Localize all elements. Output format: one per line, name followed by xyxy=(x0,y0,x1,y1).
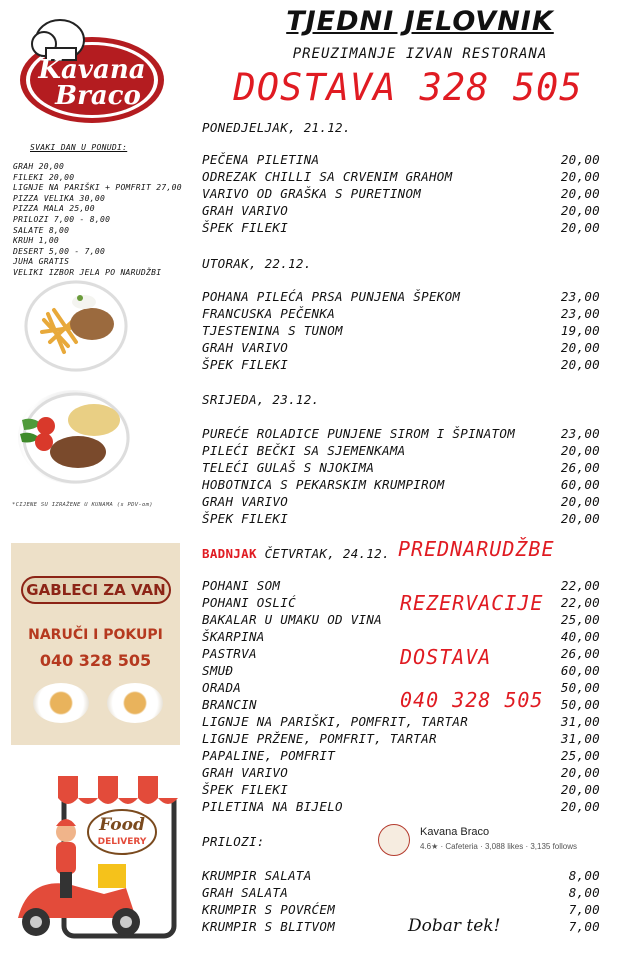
takeaway-ad-banner: GABLECI ZA VAN xyxy=(21,576,171,604)
item-name: ŠPEK FILEKI xyxy=(202,220,289,235)
item-name: POHANI OSLIĆ xyxy=(202,595,296,610)
item-price: 20,00 xyxy=(560,169,600,184)
menu-item xyxy=(202,152,600,169)
item-name: SMUĐ xyxy=(202,663,234,678)
menu-item xyxy=(202,799,600,816)
daily-offer-item: LIGNJE NA PARIŠKI + POMFRIT 27,00 xyxy=(13,183,182,193)
menu-item xyxy=(202,443,600,460)
item-price: 22,00 xyxy=(560,578,600,593)
item-name: PASTRVA xyxy=(202,646,257,661)
daily-offer-item: DESERT 5,00 - 7,00 xyxy=(13,246,106,256)
logo-line1: Kavana xyxy=(38,55,146,85)
menu-item xyxy=(202,782,600,799)
ad-dish-image xyxy=(33,683,89,723)
item-name: PUREĆE ROLADICE PUNJENE SIROM I ŠPINATOM xyxy=(202,426,516,441)
facebook-page-card[interactable] xyxy=(378,822,608,862)
item-price: 50,00 xyxy=(560,680,600,695)
item-price: 8,00 xyxy=(568,868,600,883)
menu-item xyxy=(202,186,600,203)
delivery-art-line2: DELIVERY xyxy=(97,837,147,847)
item-price: 20,00 xyxy=(560,782,600,797)
menu-item xyxy=(202,731,600,748)
item-name: ORADA xyxy=(202,680,242,695)
facebook-page-meta: 4.6★ · Cafeteria · 3,088 likes · 3,135 follows xyxy=(420,842,578,851)
daily-offer-item: PIZZA MALA 25,00 xyxy=(13,204,95,214)
daily-offer-item: PIZZA VELIKA 30,00 xyxy=(13,193,106,203)
takeaway-ad-phone[interactable]: 040 328 505 xyxy=(39,651,152,670)
menu-item xyxy=(202,748,600,765)
item-name: GRAH VARIVO xyxy=(202,494,289,509)
takeaway-ad-order: NARUČI I POKUPI xyxy=(28,627,163,643)
menu-item xyxy=(202,306,600,323)
item-price: 8,00 xyxy=(568,885,600,900)
item-name: PILETINA NA BIJELO xyxy=(202,799,343,814)
item-name: PAPALINE, POMFRIT xyxy=(202,748,336,763)
item-price: 19,00 xyxy=(560,323,600,338)
item-name: TELEĆI GULAŠ S NJOKIMA xyxy=(202,460,375,475)
menu-item xyxy=(202,460,600,477)
menu-item xyxy=(202,902,600,919)
item-name: POHANA PILEĆA PRSA PUNJENA ŠPEKOM xyxy=(202,289,461,304)
item-price: 20,00 xyxy=(560,357,600,372)
menu-item xyxy=(202,203,600,220)
item-price: 50,00 xyxy=(560,697,600,712)
item-name: POHANI SOM xyxy=(202,578,281,593)
item-name: KRUMPIR S BLITVOM xyxy=(202,919,336,934)
item-price: 25,00 xyxy=(560,612,600,627)
item-price: 20,00 xyxy=(560,494,600,509)
menu-item xyxy=(202,765,600,782)
day-heading-date: ČETVRTAK, 24.12. xyxy=(264,546,390,561)
item-price: 60,00 xyxy=(560,663,600,678)
takeaway-ad[interactable] xyxy=(11,543,180,745)
item-name: GRAH VARIVO xyxy=(202,765,289,780)
delivery-art-line1: Food xyxy=(99,815,145,835)
food-delivery-illustration xyxy=(8,768,188,940)
item-price: 60,00 xyxy=(560,477,600,492)
item-name: BAKALAR U UMAKU OD VINA xyxy=(202,612,382,627)
facebook-avatar xyxy=(378,824,410,856)
page-subtitle: PREUZIMANJE IZVAN RESTORANA xyxy=(292,46,548,62)
item-price: 31,00 xyxy=(560,714,600,729)
daily-offer-list xyxy=(13,162,182,279)
item-price: 7,00 xyxy=(568,902,600,917)
item-name: ŠPEK FILEKI xyxy=(202,357,289,372)
item-price: 22,00 xyxy=(560,595,600,610)
menu-item xyxy=(202,511,600,528)
item-price: 26,00 xyxy=(560,460,600,475)
item-price: 20,00 xyxy=(560,203,600,218)
menu-item xyxy=(202,323,600,340)
item-name: PILEĆI BEČKI SA SJEMENKAMA xyxy=(202,443,406,458)
item-name: KRUMPIR SALATA xyxy=(202,868,312,883)
item-price: 20,00 xyxy=(560,220,600,235)
item-name: ŠPEK FILEKI xyxy=(202,511,289,526)
item-price: 20,00 xyxy=(560,152,600,167)
badnjak-label: BADNJAK xyxy=(202,546,257,561)
item-price: 23,00 xyxy=(560,426,600,441)
item-price: 23,00 xyxy=(560,289,600,304)
daily-offer-item: KRUH 1,00 xyxy=(13,236,60,246)
item-price: 7,00 xyxy=(568,919,600,934)
item-name: HOBOTNICA S PEKARSKIM KRUMPIROM xyxy=(202,477,445,492)
item-name: GRAH VARIVO xyxy=(202,340,289,355)
menu-item xyxy=(202,289,600,306)
item-name: VARIVO OD GRAŠKA S PURETINOM xyxy=(202,186,422,201)
item-name: GRAH SALATA xyxy=(202,885,289,900)
day-heading: UTORAK, 22.12. xyxy=(202,256,312,271)
menu-item xyxy=(202,357,600,374)
item-name: KRUMPIR S POVRĆEM xyxy=(202,902,336,917)
item-price: 20,00 xyxy=(560,443,600,458)
price-note: *CIJENE SU IZRAŽENE U KUNAMA (s PDV-om) xyxy=(12,502,153,508)
item-price: 20,00 xyxy=(560,340,600,355)
menu-item xyxy=(202,220,600,237)
facebook-page-name: Kavana Braco xyxy=(420,826,490,838)
fries-chicken-plate-image xyxy=(24,280,128,372)
delivery-phone-note[interactable]: 040 328 505 xyxy=(400,688,544,712)
item-price: 25,00 xyxy=(560,748,600,763)
day-heading xyxy=(202,546,390,561)
item-price: 20,00 xyxy=(560,765,600,780)
menu-item xyxy=(202,477,600,494)
day-heading: SRIJEDA, 23.12. xyxy=(202,392,320,407)
item-name: LIGNJE NA PARIŠKI, POMFRIT, TARTAR xyxy=(202,714,469,729)
item-price: 23,00 xyxy=(560,306,600,321)
daily-offer-item: VELIKI IZBOR JELA PO NARUDŽBI xyxy=(13,267,162,277)
item-name: BRANCIN xyxy=(202,697,257,712)
day-heading: PONEDJELJAK, 21.12. xyxy=(202,120,351,135)
page-title: TJEDNI JELOVNIK xyxy=(286,6,554,37)
sides-heading: PRILOZI: xyxy=(202,834,265,849)
item-name: GRAH VARIVO xyxy=(202,203,289,218)
menu-item xyxy=(202,714,600,731)
daily-offer-item: JUHA GRATIS xyxy=(13,257,70,267)
menu-item xyxy=(202,919,600,936)
delivery-phone-headline[interactable]: DOSTAVA 328 505 xyxy=(233,66,583,109)
daily-offer-item: GRAH 20,00 xyxy=(13,162,65,171)
item-price: 20,00 xyxy=(560,511,600,526)
menu-item xyxy=(202,629,600,646)
item-price: 20,00 xyxy=(560,186,600,201)
closing-signature: Dobar tek! xyxy=(408,916,501,936)
daily-offer-title: SVAKI DAN U PONUDI: xyxy=(30,143,128,152)
menu-item xyxy=(202,340,600,357)
ad-dish-image xyxy=(107,683,163,723)
menu-item xyxy=(202,426,600,443)
item-name: ŠKARPINA xyxy=(202,629,265,644)
kavana-braco-logo xyxy=(16,18,168,126)
delivery-note: DOSTAVA xyxy=(400,645,492,669)
item-name: PEČENA PILETINA xyxy=(202,152,320,167)
logo-line2: Braco xyxy=(55,81,141,111)
steak-pasta-plate-image xyxy=(18,390,130,484)
preorders-note: PREDNARUDŽBE xyxy=(398,537,555,561)
item-price: 20,00 xyxy=(560,799,600,814)
item-name: FRANCUSKA PEČENKA xyxy=(202,306,336,321)
menu-item xyxy=(202,494,600,511)
item-price: 40,00 xyxy=(560,629,600,644)
item-name: LIGNJE PRŽENE, POMFRIT, TARTAR xyxy=(202,731,437,746)
reservations-note: REZERVACIJE xyxy=(400,591,544,615)
daily-offer-item: SALATE 8,00 xyxy=(13,225,70,235)
item-name: ODREZAK CHILLI SA CRVENIM GRAHOM xyxy=(202,169,453,184)
item-name: TJESTENINA S TUNOM xyxy=(202,323,343,338)
daily-offer-item: PRILOZI 7,00 - 8,00 xyxy=(13,214,111,224)
item-price: 26,00 xyxy=(560,646,600,661)
menu-item xyxy=(202,868,600,885)
menu-item xyxy=(202,885,600,902)
menu-item xyxy=(202,169,600,186)
item-name: ŠPEK FILEKI xyxy=(202,782,289,797)
daily-offer-item: FILEKI 20,00 xyxy=(13,172,75,182)
item-price: 31,00 xyxy=(560,731,600,746)
